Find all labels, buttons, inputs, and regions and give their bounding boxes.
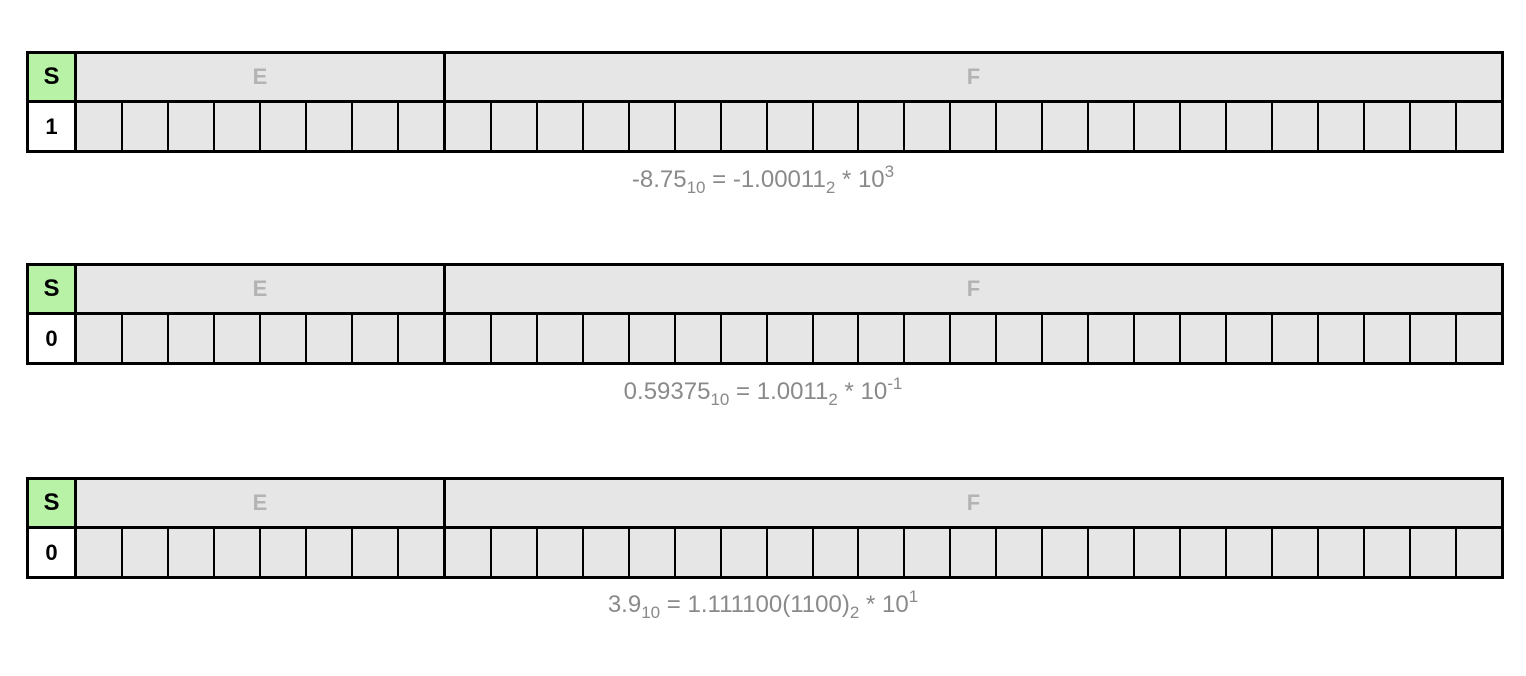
exponent-bit-cell bbox=[261, 315, 307, 362]
fraction-bit-cell bbox=[951, 529, 997, 576]
fraction-bit-cell bbox=[1411, 315, 1457, 362]
field-header-row bbox=[26, 51, 1504, 103]
fraction-bit-cell bbox=[676, 529, 722, 576]
fraction-field-label: F bbox=[446, 480, 1501, 526]
exponent-value: -1 bbox=[887, 374, 903, 393]
exponent-field-label: E bbox=[77, 266, 446, 312]
exponent-value: 1 bbox=[908, 587, 919, 606]
fraction-bit-cell bbox=[1043, 529, 1089, 576]
fraction-bit-cell bbox=[951, 103, 997, 150]
fraction-bit-cell bbox=[1227, 315, 1273, 362]
fraction-bit-cell bbox=[1227, 529, 1273, 576]
field-header-row bbox=[26, 263, 1504, 315]
exponent-bit-cell bbox=[261, 103, 307, 150]
exponent-bit-cell bbox=[169, 103, 215, 150]
fraction-bit-cell bbox=[722, 315, 768, 362]
fraction-bit-cell bbox=[676, 103, 722, 150]
fraction-bit-cell bbox=[768, 315, 814, 362]
binary-value: 1.111100(1100) bbox=[687, 591, 850, 618]
fraction-bit-cell bbox=[997, 529, 1043, 576]
sign-field-label: S bbox=[29, 54, 77, 100]
binary-base: 2 bbox=[825, 178, 836, 197]
sign-field-label: S bbox=[29, 480, 77, 526]
exponent-bit-cell bbox=[123, 315, 169, 362]
binary-base: 2 bbox=[849, 603, 860, 622]
exponent-bit-cell bbox=[399, 529, 446, 576]
fraction-bit-cell bbox=[768, 529, 814, 576]
fraction-bit-cell bbox=[630, 529, 676, 576]
exponent-bit-cell bbox=[77, 103, 123, 150]
fraction-bit-cell bbox=[584, 103, 630, 150]
fraction-bit-cell bbox=[905, 315, 951, 362]
fraction-bit-cell bbox=[584, 529, 630, 576]
fraction-bit-cell bbox=[951, 315, 997, 362]
exponent-bit-cell bbox=[307, 103, 353, 150]
exponent-field-label: E bbox=[77, 480, 446, 526]
fraction-bit-cell bbox=[1227, 103, 1273, 150]
exponent-bit-cell bbox=[261, 529, 307, 576]
fraction-bit-cell bbox=[1365, 529, 1411, 576]
exponent-bit-cell bbox=[215, 529, 261, 576]
fraction-bit-cell bbox=[1135, 103, 1181, 150]
exponent-bit-cell bbox=[353, 315, 399, 362]
fraction-bit-cell bbox=[1365, 315, 1411, 362]
equals-sign: = bbox=[660, 591, 688, 618]
fraction-field-label: F bbox=[446, 54, 1501, 100]
fraction-bit-cell bbox=[768, 103, 814, 150]
fraction-bit-cell bbox=[1089, 103, 1135, 150]
exponent-bit-cell bbox=[215, 315, 261, 362]
multiplier: * 10 bbox=[859, 591, 909, 618]
fraction-bit-cell bbox=[538, 315, 584, 362]
fraction-bit-cell bbox=[630, 315, 676, 362]
fraction-bit-cell bbox=[1457, 315, 1501, 362]
decimal-base: 10 bbox=[686, 178, 706, 197]
bit-row bbox=[26, 529, 1504, 579]
fraction-bit-cell bbox=[538, 529, 584, 576]
fraction-bit-cell bbox=[492, 529, 538, 576]
bit-cells bbox=[77, 103, 1501, 150]
equals-sign: = bbox=[705, 166, 733, 193]
equation-caption-2 bbox=[0, 374, 1526, 409]
fraction-bit-cell bbox=[584, 315, 630, 362]
fraction-bit-cell bbox=[1411, 103, 1457, 150]
fraction-bit-cell bbox=[492, 315, 538, 362]
fraction-bit-cell bbox=[905, 103, 951, 150]
fraction-bit-cell bbox=[1273, 315, 1319, 362]
sign-bit-value: 0 bbox=[29, 529, 77, 576]
fraction-bit-cell bbox=[1043, 315, 1089, 362]
fraction-bit-cell bbox=[1043, 103, 1089, 150]
fraction-bit-cell bbox=[446, 103, 492, 150]
fraction-bit-cell bbox=[859, 103, 905, 150]
multiplier: * 10 bbox=[837, 378, 888, 405]
exponent-bit-cell bbox=[77, 315, 123, 362]
exponent-bit-cell bbox=[399, 103, 446, 150]
fraction-bit-cell bbox=[1135, 315, 1181, 362]
fraction-bit-cell bbox=[814, 103, 860, 150]
binary-value: 1.0011 bbox=[756, 378, 829, 405]
exponent-bit-cell bbox=[353, 103, 399, 150]
equation-caption-1 bbox=[0, 162, 1526, 197]
sign-field-label: S bbox=[29, 266, 77, 312]
fraction-bit-cell bbox=[1319, 103, 1365, 150]
binary-value: -1.00011 bbox=[732, 166, 826, 193]
fraction-bit-cell bbox=[722, 529, 768, 576]
fraction-bit-cell bbox=[1273, 103, 1319, 150]
decimal-base: 10 bbox=[641, 603, 661, 622]
decimal-value: 3.9 bbox=[607, 591, 642, 618]
equation-caption-3 bbox=[0, 587, 1526, 622]
fraction-field-label: F bbox=[446, 266, 1501, 312]
fraction-bit-cell bbox=[859, 315, 905, 362]
float-layout-diagram-1 bbox=[26, 51, 1504, 153]
fraction-bit-cell bbox=[538, 103, 584, 150]
decimal-value: 0.59375 bbox=[623, 378, 711, 405]
exponent-bit-cell bbox=[77, 529, 123, 576]
fraction-bit-cell bbox=[1181, 315, 1227, 362]
decimal-base: 10 bbox=[710, 390, 730, 409]
fraction-bit-cell bbox=[1089, 529, 1135, 576]
bit-row bbox=[26, 315, 1504, 365]
fraction-bit-cell bbox=[1273, 529, 1319, 576]
fraction-bit-cell bbox=[814, 315, 860, 362]
decimal-value: -8.75 bbox=[631, 166, 687, 193]
exponent-value: 3 bbox=[884, 162, 895, 181]
exponent-bit-cell bbox=[123, 103, 169, 150]
exponent-bit-cell bbox=[399, 315, 446, 362]
fraction-bit-cell bbox=[997, 315, 1043, 362]
bit-cells bbox=[77, 529, 1501, 576]
exponent-bit-cell bbox=[169, 529, 215, 576]
sign-bit-value: 1 bbox=[29, 103, 77, 150]
sign-bit-value: 0 bbox=[29, 315, 77, 362]
fraction-bit-cell bbox=[630, 103, 676, 150]
equals-sign: = bbox=[729, 378, 757, 405]
exponent-bit-cell bbox=[123, 529, 169, 576]
bit-row bbox=[26, 103, 1504, 153]
fraction-bit-cell bbox=[859, 529, 905, 576]
exponent-bit-cell bbox=[215, 103, 261, 150]
float-layout-diagram-3 bbox=[26, 477, 1504, 579]
exponent-field-label: E bbox=[77, 54, 446, 100]
exponent-bit-cell bbox=[353, 529, 399, 576]
fraction-bit-cell bbox=[1457, 103, 1501, 150]
fraction-bit-cell bbox=[905, 529, 951, 576]
fraction-bit-cell bbox=[1365, 103, 1411, 150]
fraction-bit-cell bbox=[446, 529, 492, 576]
fraction-bit-cell bbox=[1135, 529, 1181, 576]
fraction-bit-cell bbox=[1319, 529, 1365, 576]
fraction-bit-cell bbox=[814, 529, 860, 576]
fraction-bit-cell bbox=[1181, 529, 1227, 576]
field-header-row bbox=[26, 477, 1504, 529]
fraction-bit-cell bbox=[1411, 529, 1457, 576]
exponent-bit-cell bbox=[169, 315, 215, 362]
fraction-bit-cell bbox=[676, 315, 722, 362]
fraction-bit-cell bbox=[722, 103, 768, 150]
binary-base: 2 bbox=[828, 390, 838, 409]
bit-cells bbox=[77, 315, 1501, 362]
float-layout-diagram-2 bbox=[26, 263, 1504, 365]
fraction-bit-cell bbox=[1319, 315, 1365, 362]
exponent-bit-cell bbox=[307, 529, 353, 576]
exponent-bit-cell bbox=[307, 315, 353, 362]
fraction-bit-cell bbox=[492, 103, 538, 150]
fraction-bit-cell bbox=[997, 103, 1043, 150]
fraction-bit-cell bbox=[1457, 529, 1501, 576]
fraction-bit-cell bbox=[1089, 315, 1135, 362]
fraction-bit-cell bbox=[1181, 103, 1227, 150]
multiplier: * 10 bbox=[835, 166, 885, 193]
fraction-bit-cell bbox=[446, 315, 492, 362]
